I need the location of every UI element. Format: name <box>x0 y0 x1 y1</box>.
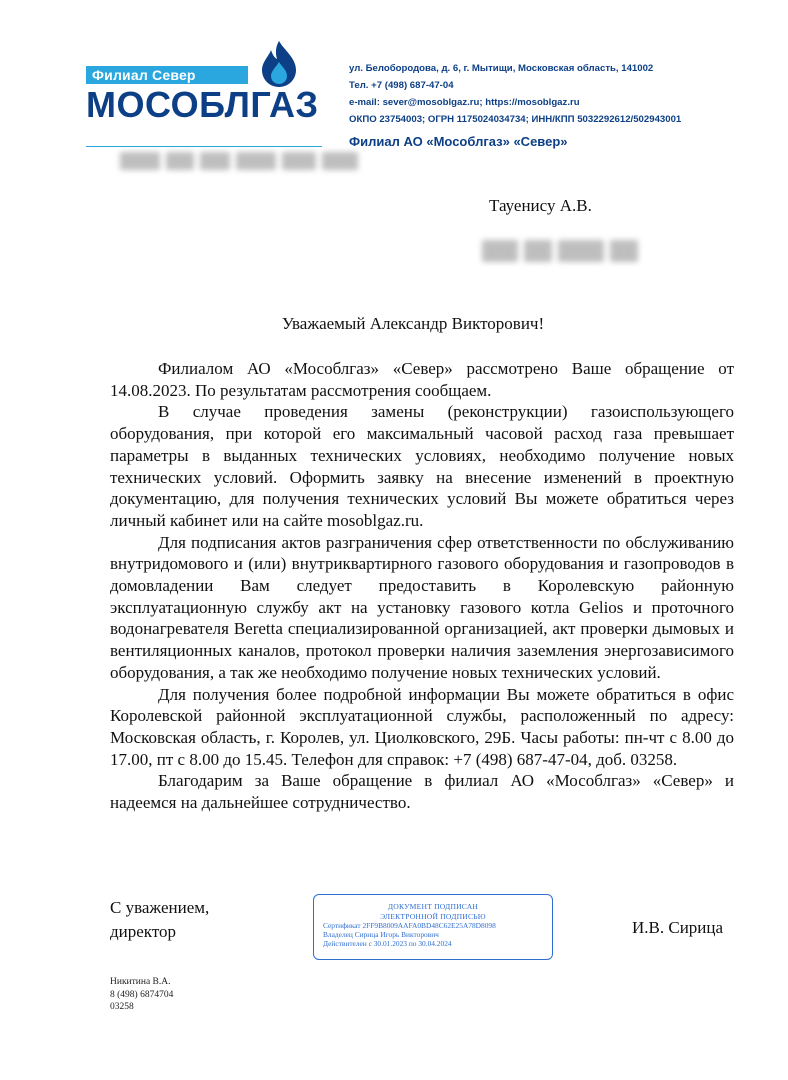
paragraph-2: В случае проведения замены (реконструкции) газоиспользующего оборудования, при которой его максимальный часовой расход газа превышает параметры в выданных технических условиях, необходимо получение новых технических условий. Оформить заявку на внесение изменений в проектную документацию, для получения технических условий Вы можете обратиться через личный кабинет или на сайте mosoblgaz.ru. <box>110 402 734 530</box>
paragraph-3: Для подписания актов разграничения сфер ответственности по обслуживанию внутридомового и (или) внутриквартирного газового оборудования и газопроводов в домовладении Вам следует предоставить в Королевскую районную эксплуатационную службу акт на установку газового котла Gelios и проточного водонагревателя Beretta специализированной организацией, акт проверки дымовых и вентиляционных каналов, протокол проверки наличия заземления энергозависимого оборудования, а так же необходимо получение новых технических условий. <box>110 532 734 682</box>
stamp-owner: Владелец Сирица Игорь Викторович <box>323 930 439 940</box>
letter-body <box>110 358 734 814</box>
greeting: Уважаемый Александр Викторович! <box>281 314 545 333</box>
signer-name: И.В. Сирица <box>632 918 724 937</box>
paragraph-1: Филиалом АО «Мособлгаз» «Север» рассмотрено Ваше обращение от 14.08.2023. По результатам рассмотрения сообщаем. <box>110 359 734 400</box>
redacted-text-block <box>120 152 364 175</box>
executor-info <box>110 976 173 1014</box>
electronic-signature-stamp <box>313 894 553 960</box>
recipient: Тауенису А.В. <box>489 196 592 215</box>
address-line: ул. Белобородова, д. 6, г. Мытищи, Московская область, 141002 <box>349 63 654 74</box>
registration-codes: ОКПО 23754003; ОГРН 1175024034734; ИНН/КПП 5032292612/502943001 <box>349 114 682 125</box>
executor-name: Никитина В.А. <box>110 977 171 987</box>
flame-icon <box>260 40 298 88</box>
stamp-title: ДОКУМЕНТ ПОДПИСАН ЭЛЕКТРОННОЙ ПОДПИСЬЮ <box>380 902 486 921</box>
closing-regards: С уважением, <box>110 898 210 917</box>
email-web-line[interactable]: e-mail: sever@mosoblgaz.ru; https://mosoblgaz.ru <box>349 97 580 108</box>
brand-name: МОСОБЛГАЗ <box>86 84 319 125</box>
phone-line: Тел. +7 (498) 687-47-04 <box>349 80 454 91</box>
mosoblgaz-logo <box>86 40 322 130</box>
redacted-address <box>482 240 644 267</box>
executor-phone: 8 (498) 6874704 <box>110 989 174 1000</box>
logo-divider <box>86 146 322 147</box>
paragraph-4: Для получения более подробной информации Вы можете обратиться в офис Королевской районной эксплуатационной службы, расположенный по адресу: Московская область, г. Королев, ул. Циолковского, 29Б. Часы работы: пн-чт с 8.00 до 17.00, пт с 8.00 до 15.45. Телефон для справок: +7 (498) 687-47-04, доб. 03258. <box>110 684 734 769</box>
executor-ext: 03258 <box>110 1002 134 1012</box>
branch-title: Филиал АО «Мособлгаз» «Север» <box>349 134 568 149</box>
stamp-validity: Действителен с 30.01.2023 по 30.04.2024 <box>323 939 452 949</box>
closing-block <box>110 896 209 944</box>
stamp-certificate: Сертификат 2FF9B8009AAFA0BD48C62E25A78D8098 <box>323 921 496 930</box>
closing-position: директор <box>110 922 177 941</box>
filial-label: Филиал Север <box>92 67 196 83</box>
contact-details <box>349 60 681 128</box>
paragraph-5: Благодарим за Ваше обращение в филиал АО «Мособлгаз» «Север» и надеемся на дальнейшее сотрудничество. <box>110 771 734 813</box>
